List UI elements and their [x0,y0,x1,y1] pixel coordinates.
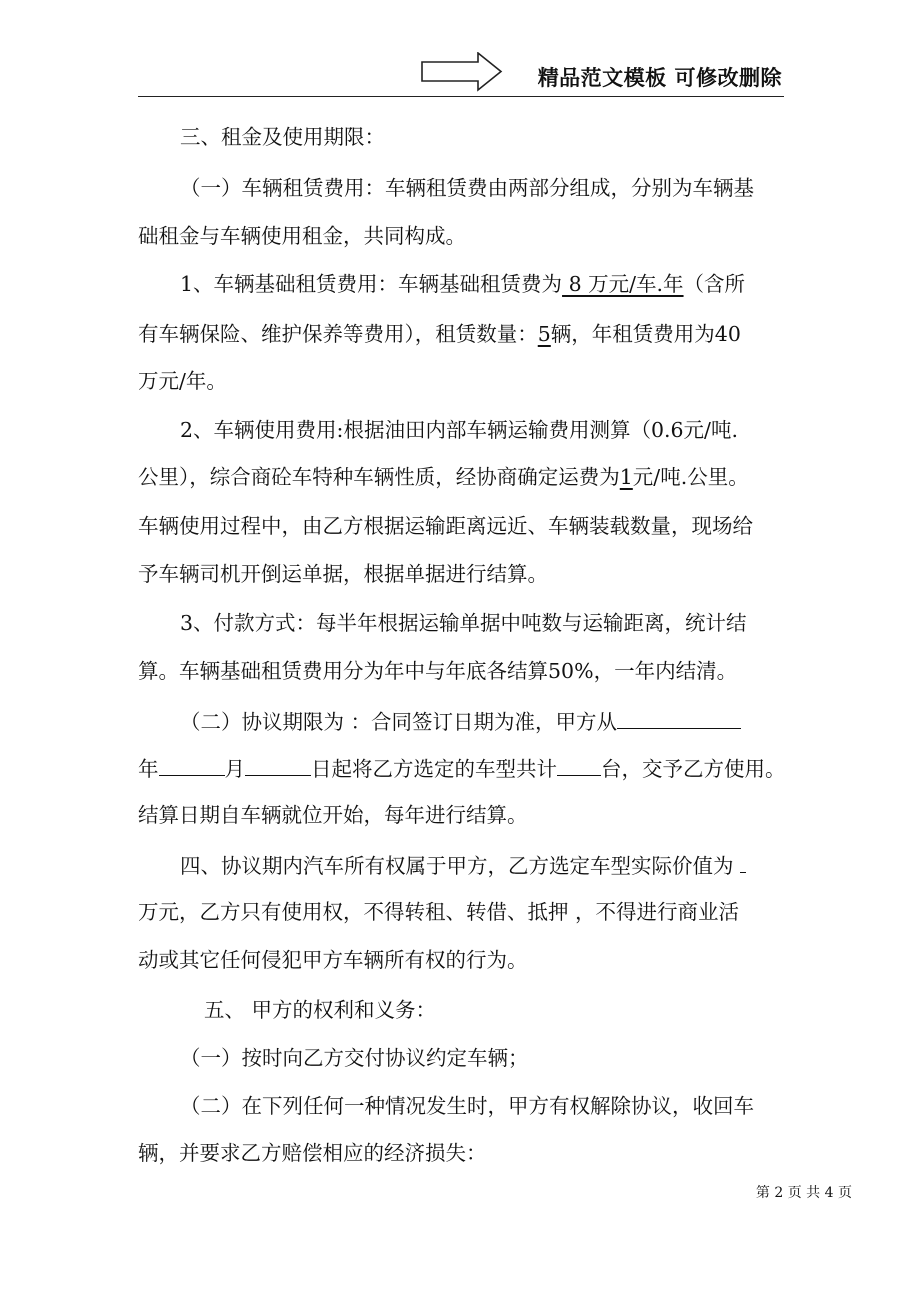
paragraph-line [138,753,786,783]
paragraph-line: 万元/年。 [138,369,227,393]
paragraph-line: 算。车辆基础租赁费用分为年中与年底各结算50%，一年内结清。 [138,659,738,683]
page-header [138,48,784,97]
text-segment: 1、车辆基础租赁费用：车辆基础租赁费为 [180,272,563,296]
freight-rate-underlined: 1 [619,465,633,489]
paragraph-line: 车辆使用过程中，由乙方根据运输距离远近、车辆装载数量，现场给 [138,514,753,538]
text-segment: 元/吨.公里。 [632,465,749,489]
rent-amount-underlined: 8 万元/车.年 [562,272,684,296]
paragraph-line: 2、车辆使用费用:根据油田内部车辆运输费用测算（0.6元/吨. [180,418,738,442]
paragraph-line: （一）车辆租赁费用：车辆租赁费由两部分组成，分别为车辆基 [180,176,754,200]
text-segment: 年 [138,757,159,781]
blank-field [159,753,225,776]
paragraph-line [138,320,741,348]
text-segment: 公里），综合商砼车特种车辆性质，经协商确定运费为 [138,465,620,489]
paragraph-line: （二）在下列任何一种情况发生时，甲方有权解除协议，收回车 [180,1094,754,1118]
paragraph-line [180,850,746,880]
paragraph-line: 予车辆司机开倒运单据，根据单据进行结算。 [138,562,548,586]
paragraph-line: 结算日期自车辆就位开始，每年进行结算。 [138,803,528,827]
text-segment: 日起将乙方选定的车型共计 [311,757,557,781]
paragraph-line [180,706,741,736]
text-segment: 台，交予乙方使用。 [601,757,786,781]
section-5-title: 五、 甲方的权利和义务： [204,998,437,1022]
page-number: 第 2 页 共 4 页 [755,1185,852,1201]
header-title: 精品范文模板 可修改删除 [537,66,782,90]
blank-field [245,753,311,776]
quantity-underlined: 5 [537,322,551,346]
text-segment: （含所 [683,272,746,296]
paragraph-line [138,463,749,491]
text-segment: 四、协议期内汽车所有权属于甲方，乙方选定车型实际价值为 [180,854,734,878]
blank-field [557,753,601,776]
text-segment: 有车辆保险、维护保养等费用），租赁数量： [138,322,538,346]
blank-field [740,850,746,873]
blank-field [617,706,741,729]
arrow-icon [420,52,504,92]
paragraph-line: 万元，乙方只有使用权，不得转租、转借、抵押 ，不得进行商业活 [138,900,740,924]
text-segment: 辆，年租赁费用为40 [550,322,741,346]
section-3-title: 三、租金及使用期限： [180,125,385,149]
paragraph-line: 辆，并要求乙方赔偿相应的经济损失： [138,1141,487,1165]
paragraph-line: 础租金与车辆使用租金，共同构成。 [138,224,466,248]
text-segment: 月 [224,757,245,781]
paragraph-line: 动或其它任何侵犯甲方车辆所有权的行为。 [138,948,528,972]
paragraph-line [180,270,745,298]
paragraph-line: （一）按时向乙方交付协议约定车辆； [180,1046,529,1070]
paragraph-line: 3、付款方式：每半年根据运输单据中吨数与运输距离，统计结 [180,611,747,635]
text-segment: （二）协议期限为 ：合同签订日期为准，甲方从 [180,710,618,734]
